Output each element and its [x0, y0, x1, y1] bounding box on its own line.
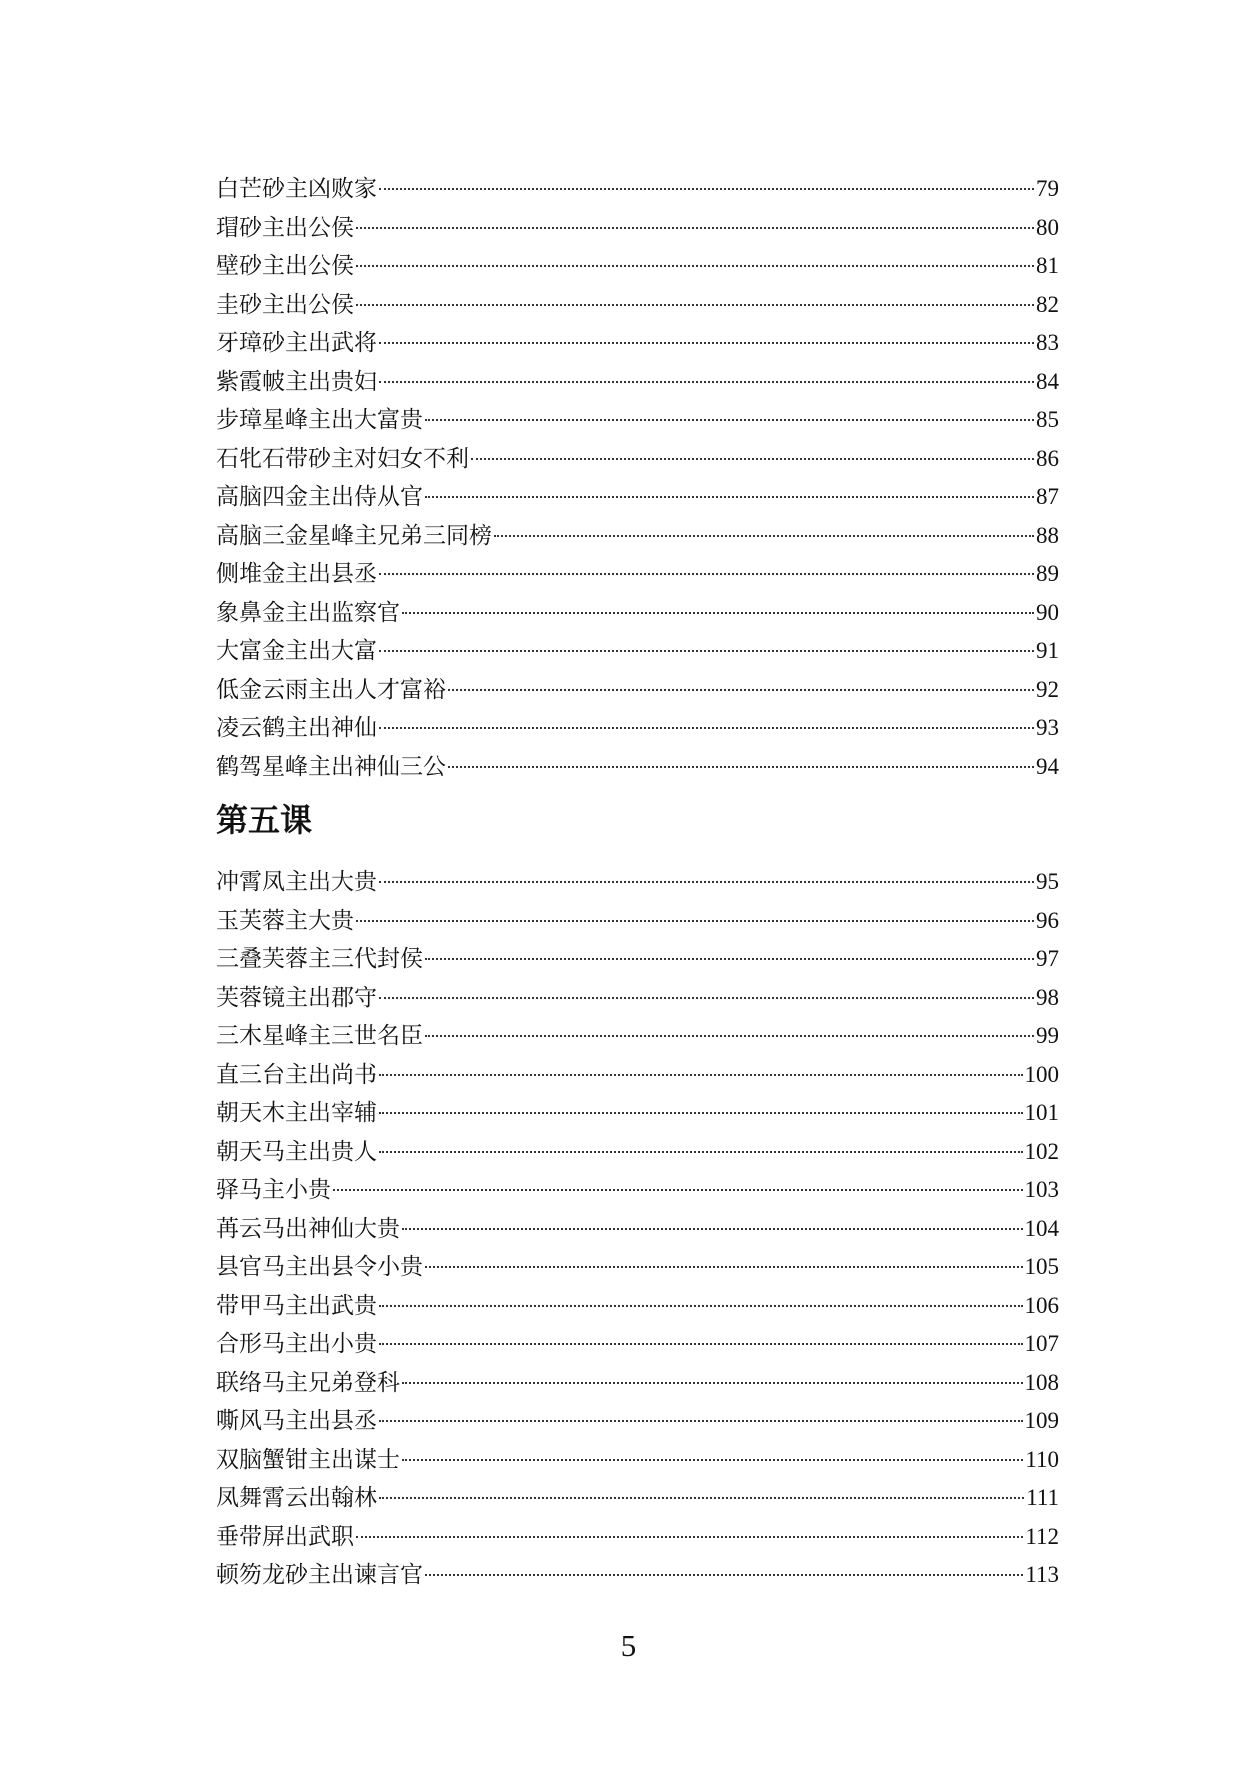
toc-entry-title: 侧堆金主出县丞: [216, 561, 377, 587]
toc-entry-page-number: 82: [1036, 291, 1059, 317]
toc-entry-page-number: 102: [1024, 1138, 1059, 1164]
toc-entry-title: 垂带屏出武职: [216, 1523, 354, 1550]
dot-leader: [379, 1151, 1023, 1153]
dot-leader: [379, 1305, 1023, 1307]
toc-entry[interactable]: [216, 209, 1059, 248]
toc-entry[interactable]: [216, 363, 1059, 402]
toc-entry-page-number: 90: [1036, 599, 1059, 625]
dot-leader: [425, 496, 1034, 498]
toc-entry-page-number: 112: [1025, 1523, 1059, 1549]
toc-entry-title: 顿笏龙砂主出谏言官: [216, 1562, 423, 1588]
toc-entry[interactable]: [216, 1017, 1059, 1056]
toc-entry-page-number: 96: [1036, 907, 1059, 933]
toc-entry[interactable]: [216, 1210, 1059, 1249]
toc-entry[interactable]: [216, 979, 1059, 1018]
toc-entry[interactable]: [216, 594, 1059, 633]
toc-entry[interactable]: [216, 1441, 1059, 1480]
toc-entry-page-number: 86: [1036, 445, 1059, 471]
dot-leader: [448, 689, 1034, 691]
toc-entry-title: 瑁砂主出公侯: [216, 214, 354, 241]
toc-entry[interactable]: [216, 1364, 1059, 1403]
toc-entry-page-number: 107: [1024, 1331, 1059, 1356]
dot-leader: [402, 1382, 1023, 1384]
toc-entry-title: 芙蓉镜主出郡守: [216, 984, 377, 1011]
toc-entry[interactable]: [216, 517, 1059, 556]
toc-entry-title: 双脑蟹钳主出谋士: [216, 1446, 400, 1473]
toc-entry-page-number: 100: [1024, 1061, 1059, 1087]
toc-entry-title: 高脑四金主出侍从官: [216, 484, 423, 510]
toc-entry-title: 嘶风马主出县丞: [216, 1408, 377, 1434]
dot-leader: [379, 1420, 1023, 1422]
dot-leader: [379, 573, 1034, 575]
toc-entry-title: 直三台主出尚书: [216, 1061, 377, 1088]
dot-leader: [379, 381, 1034, 383]
dot-leader: [379, 1343, 1023, 1345]
toc-entry[interactable]: [216, 1518, 1059, 1557]
toc-entry-page-number: 110: [1025, 1446, 1059, 1472]
toc-entry-page-number: 95: [1036, 869, 1059, 894]
toc-entry-page-number: 97: [1036, 946, 1059, 971]
dot-leader: [356, 1536, 1023, 1538]
toc-entry[interactable]: [216, 1287, 1059, 1326]
toc-entry-title: 象鼻金主出监察官: [216, 599, 400, 626]
toc-entry-title: 带甲马主出武贵: [216, 1292, 377, 1319]
toc-entry-title: 朝天木主出宰辅: [216, 1100, 377, 1126]
toc-entry-page-number: 88: [1036, 522, 1059, 548]
dot-leader: [356, 304, 1034, 306]
toc-entry-page-number: 83: [1036, 330, 1059, 355]
toc-entry-title: 联络马主兄弟登科: [216, 1369, 400, 1396]
toc-entry-page-number: 108: [1024, 1369, 1059, 1395]
toc-entry[interactable]: [216, 940, 1059, 979]
toc-entry[interactable]: [216, 247, 1059, 286]
dot-leader: [402, 1459, 1023, 1461]
toc-entry-title: 朝天马主出贵人: [216, 1138, 377, 1165]
dot-leader: [425, 1574, 1023, 1576]
toc-entry-page-number: 93: [1036, 715, 1059, 740]
dot-leader: [379, 1074, 1023, 1076]
toc-entry[interactable]: [216, 1171, 1059, 1210]
toc-entry-page-number: 89: [1036, 561, 1059, 586]
toc-entry-title: 圭砂主出公侯: [216, 291, 354, 318]
toc-entry[interactable]: [216, 1133, 1059, 1172]
toc-entry-page-number: 106: [1024, 1292, 1059, 1318]
dot-leader: [402, 1228, 1023, 1230]
toc-entry-page-number: 105: [1024, 1254, 1059, 1279]
section-heading: 第五课: [216, 801, 313, 839]
page-number: 5: [620, 1628, 637, 1663]
toc-entry-title: 石牝石带砂主对妇女不利: [216, 445, 469, 472]
toc-entry-page-number: 92: [1036, 676, 1059, 702]
toc-entry-page-number: 81: [1036, 253, 1059, 278]
toc-entry[interactable]: [216, 671, 1059, 710]
toc-entry[interactable]: [216, 478, 1059, 517]
dot-leader: [379, 881, 1034, 883]
toc-entry[interactable]: [216, 709, 1059, 748]
toc-entry-page-number: 80: [1036, 214, 1059, 240]
dot-leader: [379, 188, 1034, 190]
toc-entry-title: 玉芙蓉主大贵: [216, 907, 354, 934]
toc-entry[interactable]: [216, 1402, 1059, 1441]
dot-leader: [425, 1035, 1034, 1037]
dot-leader: [379, 1497, 1024, 1499]
toc-entry-page-number: 111: [1026, 1485, 1059, 1510]
toc-entry[interactable]: [216, 902, 1059, 941]
toc-entry-page-number: 101: [1024, 1100, 1059, 1125]
toc-entry[interactable]: [216, 401, 1059, 440]
toc-entry[interactable]: [216, 863, 1059, 902]
dot-leader: [425, 958, 1034, 960]
dot-leader: [425, 1266, 1023, 1268]
toc-entry-page-number: 85: [1036, 407, 1059, 432]
toc-entry-title: 合形马主出小贵: [216, 1331, 377, 1357]
toc-entry-page-number: 84: [1036, 368, 1059, 394]
toc-entry[interactable]: [216, 1248, 1059, 1287]
toc-entry-title: 凌云鹤主出神仙: [216, 715, 377, 741]
dot-leader: [379, 997, 1034, 999]
toc-entry-title: 凤舞霄云出翰林: [216, 1485, 377, 1511]
toc-entry-title: 高脑三金星峰主兄弟三同榜: [216, 522, 492, 549]
toc-entry-page-number: 98: [1036, 984, 1059, 1010]
toc-entry-title: 低金云雨主出人才富裕: [216, 676, 446, 703]
dot-leader: [494, 535, 1034, 537]
toc-entry[interactable]: [216, 555, 1059, 594]
toc-entry-page-number: 113: [1025, 1562, 1059, 1587]
dot-leader: [402, 612, 1034, 614]
toc-entry[interactable]: [216, 1556, 1059, 1595]
toc-entry-title: 驿马主小贵: [216, 1177, 331, 1203]
dot-leader: [356, 265, 1034, 267]
dot-leader: [448, 766, 1034, 768]
toc-entry-title: 大富金主出大富: [216, 638, 377, 664]
toc-entry-page-number: 79: [1036, 176, 1059, 201]
toc-entry-title: 三叠芙蓉主三代封侯: [216, 946, 423, 972]
toc-entry[interactable]: [216, 324, 1059, 363]
toc-entry-title: 白芒砂主凶败家: [216, 176, 377, 202]
toc-entry-title: 冲霄凤主出大贵: [216, 869, 377, 895]
toc-entry-page-number: 103: [1024, 1177, 1059, 1202]
toc-entry-page-number: 87: [1036, 484, 1059, 509]
toc-entry-title: 紫霞帔主出贵妇: [216, 368, 377, 395]
dot-leader: [379, 727, 1034, 729]
toc-entry-title: 鹤驾星峰主出神仙三公: [216, 753, 446, 780]
toc-entry-page-number: 91: [1036, 638, 1059, 663]
toc-entry[interactable]: [216, 1479, 1059, 1518]
toc-entry[interactable]: [216, 170, 1059, 209]
toc-entry-page-number: 99: [1036, 1023, 1059, 1048]
toc-entry[interactable]: [216, 632, 1059, 671]
dot-leader: [333, 1189, 1023, 1191]
dot-leader: [471, 458, 1034, 460]
toc-entry-title: 步璋星峰主出大富贵: [216, 407, 423, 433]
dot-leader: [379, 650, 1034, 652]
toc-entry-title: 牙璋砂主出武将: [216, 330, 377, 356]
dot-leader: [425, 419, 1034, 421]
toc-entry[interactable]: [216, 286, 1059, 325]
toc-entry-title: 县官马主出县令小贵: [216, 1254, 423, 1280]
toc-entry[interactable]: [216, 1094, 1059, 1133]
toc-list-part2: [216, 863, 1059, 1595]
toc-entry[interactable]: [216, 1056, 1059, 1095]
dot-leader: [356, 227, 1034, 229]
toc-entry-page-number: 104: [1024, 1215, 1059, 1241]
toc-entry-page-number: 94: [1036, 753, 1059, 779]
toc-entry[interactable]: [216, 748, 1059, 787]
dot-leader: [379, 342, 1034, 344]
toc-entry[interactable]: [216, 440, 1059, 479]
toc-entry-page-number: 109: [1024, 1408, 1059, 1433]
toc-list-part1: [216, 170, 1059, 786]
toc-entry[interactable]: [216, 1325, 1059, 1364]
toc-entry-title: 苒云马出神仙大贵: [216, 1215, 400, 1242]
toc-entry-title: 壁砂主出公侯: [216, 253, 354, 279]
toc-entry-title: 三木星峰主三世名臣: [216, 1023, 423, 1049]
dot-leader: [379, 1112, 1023, 1114]
dot-leader: [356, 920, 1034, 922]
